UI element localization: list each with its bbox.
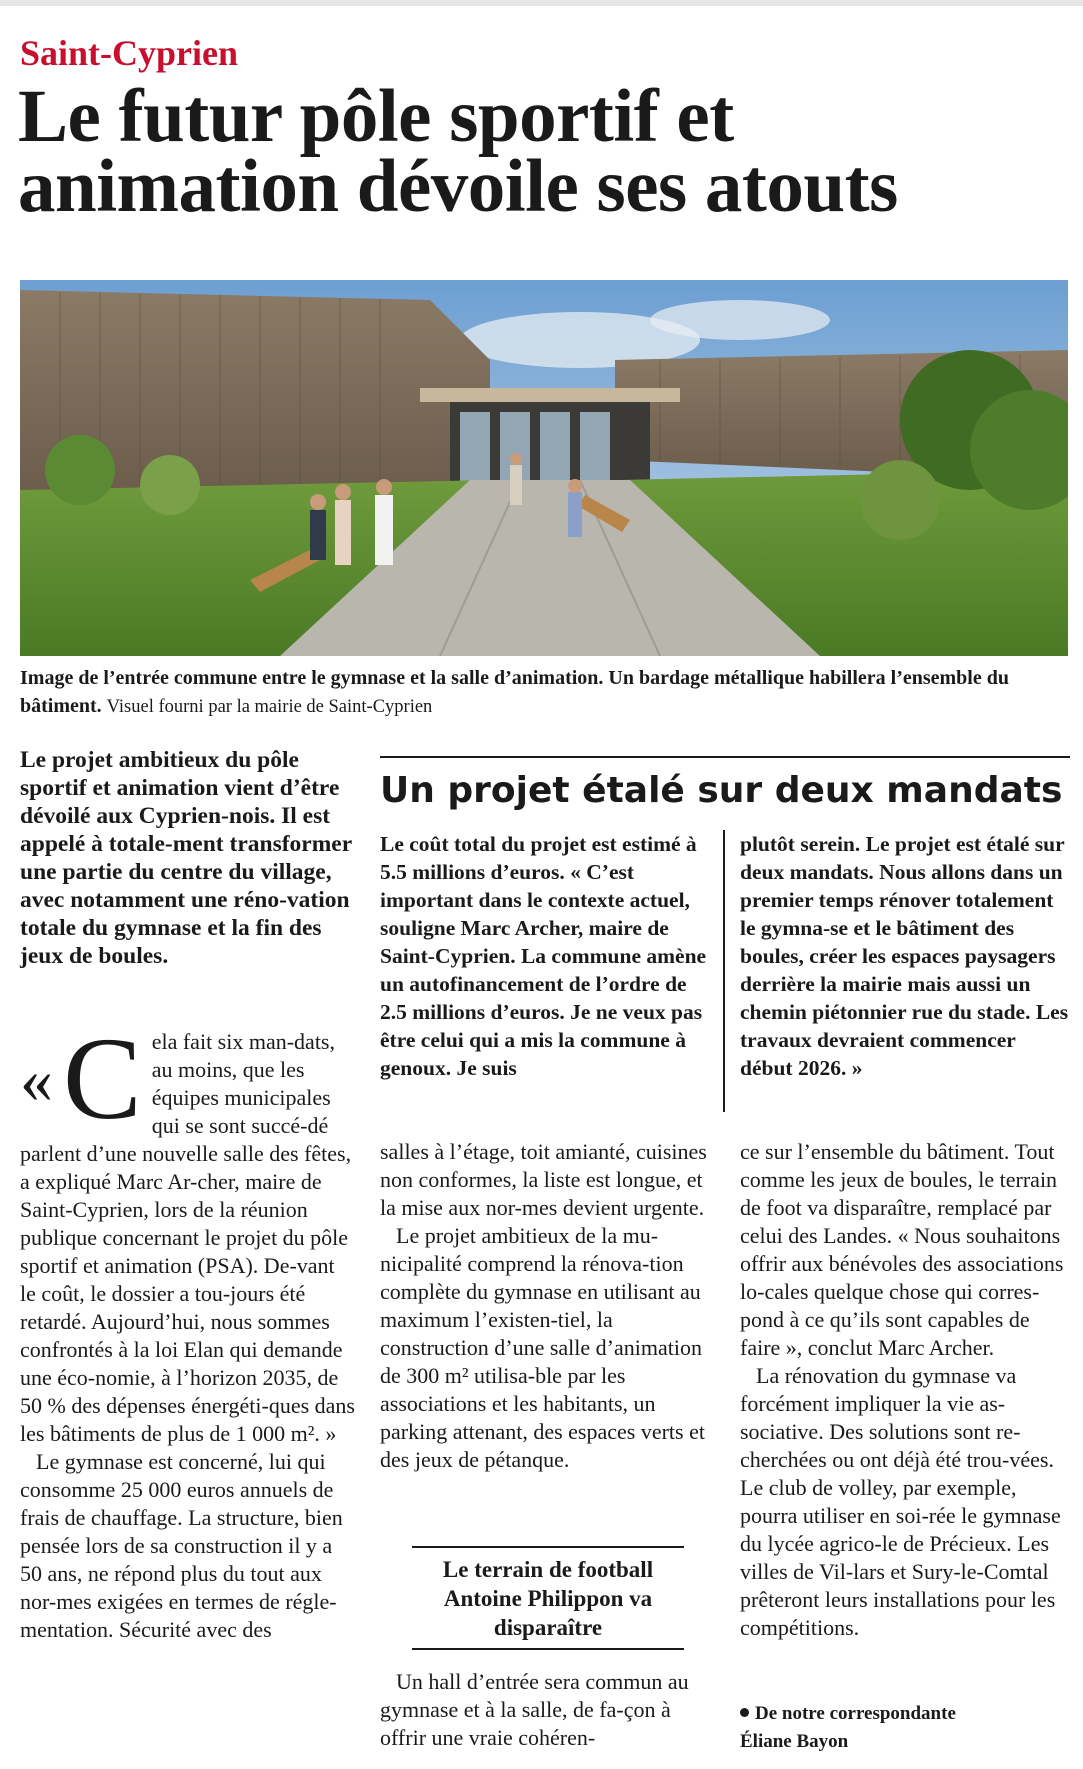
body-column-3 (740, 1138, 1070, 1642)
photo-credit: Visuel fourni par la mairie de Saint-Cyprien (106, 697, 433, 717)
signature-name: Éliane Bayon (740, 1731, 849, 1752)
inset-column-1: Le coût total du projet est estimé à 5.5 millions d’euros. « C’est important dans le contexte actuel, souligne Marc Archer, maire de Saint-Cyprien. La commune amène un autofinancement de l’ordre de 2.5 millions d’euros. Je ne veux pas être celui qui a mis la commune à genoux. Je suis (380, 832, 707, 1080)
signature (740, 1700, 1070, 1756)
inset-column-rule (723, 830, 725, 1112)
building-rendering-image (20, 280, 1068, 656)
body-paragraph: salles à l’étage, toit amianté, cuisines non conformes, la liste est longue, et la mise aux nor-mes devient urgente. (380, 1139, 707, 1220)
top-divider (0, 0, 1083, 6)
article-lead: Le projet ambitieux du pôle sportif et animation vient d’être dévoilé aux Cyprien-nois. Il est appelé à totale-ment transformer une partie du centre du village, avec notamment une réno-vation totale du gymnase et la fin des jeux de boules. (20, 747, 352, 969)
interhead-top-rule (412, 1546, 684, 1548)
dropcap-letter: C (63, 1013, 142, 1144)
signature-label: De notre correspondante (755, 1703, 956, 1724)
interhead: Le terrain de football Antoine Philippon va disparaître (442, 1557, 654, 1640)
body-paragraph: ela fait six man-dats, au moins, que les équipes municipales qui se sont succé-dé parlent d’une nouvelle salle des fêtes, a expliqué Marc Ar-cher, maire de Saint-Cyprien, lors de la réunion publique concernant le projet du pôle sportif et animation (PSA). De-vant le coût, le dossier a tou-jours été retardé. Aujourd’hui, nous sommes confrontés à la loi Elan qui demande une éco-nomie, à l’horizon 2035, de 50 % des dépenses énergéti-ques dans les bâtiments de plus de 1 000 m². » (20, 1029, 355, 1446)
body-paragraph: Un hall d’entrée sera commun au gymnase et à la salle, de fa-çon à offrir une vraie cohéren- (380, 1669, 689, 1750)
headline: Le futur pôle sportif et animation dévoile ses atouts (18, 75, 898, 228)
body-column-2-end (380, 1668, 710, 1752)
inset-column-2: plutôt serein. Le projet est étalé sur deux mandats. Nous allons dans un premier temps rénover totalement le gymna-se et le bâtiment des boules, créer les espaces paysagers derrière la mairie mais aussi un chemin piétonnier rue du stade. Les travaux devraient commencer début 2026. » (740, 832, 1069, 1080)
body-column-1 (20, 1013, 355, 1644)
interhead-bottom-rule (412, 1648, 684, 1650)
body-column-2 (380, 1138, 710, 1474)
dropcap (20, 1013, 142, 1144)
body-paragraph: Le gymnase est concerné, lui qui consomme 25 000 euros annuels de frais de chauffage. La structure, bien pensée lors de sa construction il y a 50 ans, ne répond plus du tout aux nor-mes exigées en termes de régle-mentation. Sécurité avec des (20, 1449, 343, 1642)
body-paragraph: ce sur l’ensemble du bâtiment. Tout comme les jeux de boules, le terrain de foot va disparaître, remplacé par celui des Landes. « Nous souhaitons offrir aux bénévoles des associations lo-cales quelque chose qui corres-pond à ce qu’ils sont capables de faire », conclut Marc Archer. (740, 1139, 1064, 1360)
body-paragraph: Le projet ambitieux de la mu-nicipalité comprend la rénova-tion complète du gymnase en utilisant au maximum l’existen-tiel, la construction d’une salle d’animation de 300 m² utilisa-ble par les associations et les habitants, un parking attenant, des espaces verts et des jeux de pétanque. (380, 1223, 705, 1472)
bullet-icon (740, 1708, 749, 1717)
inset-title: Un projet étalé sur deux mandats (380, 770, 1063, 811)
dropcap-quote: « (20, 1044, 53, 1117)
caption-text: Image de l’entrée commune entre le gymnase et la salle d’animation. Un bardage métallique habillera l’ensemble du bâtiment. (20, 667, 1009, 717)
photo-caption (20, 664, 1070, 721)
section-label: Saint-Cyprien (20, 33, 239, 73)
article-photo (20, 280, 1068, 656)
body-paragraph: La rénovation du gymnase va forcément impliquer la vie as-sociative. Des solutions sont re-cherchées ou ont déjà été trou-vées. Le club de volley, par exemple, pourra utiliser en soi-rée le gymnase du lycée agrico-le de Précieux. Les villes de Vil-lars et Sury-le-Comtal prêteront leurs installations pour les compétitions. (740, 1363, 1061, 1640)
inset-top-rule (380, 756, 1070, 758)
